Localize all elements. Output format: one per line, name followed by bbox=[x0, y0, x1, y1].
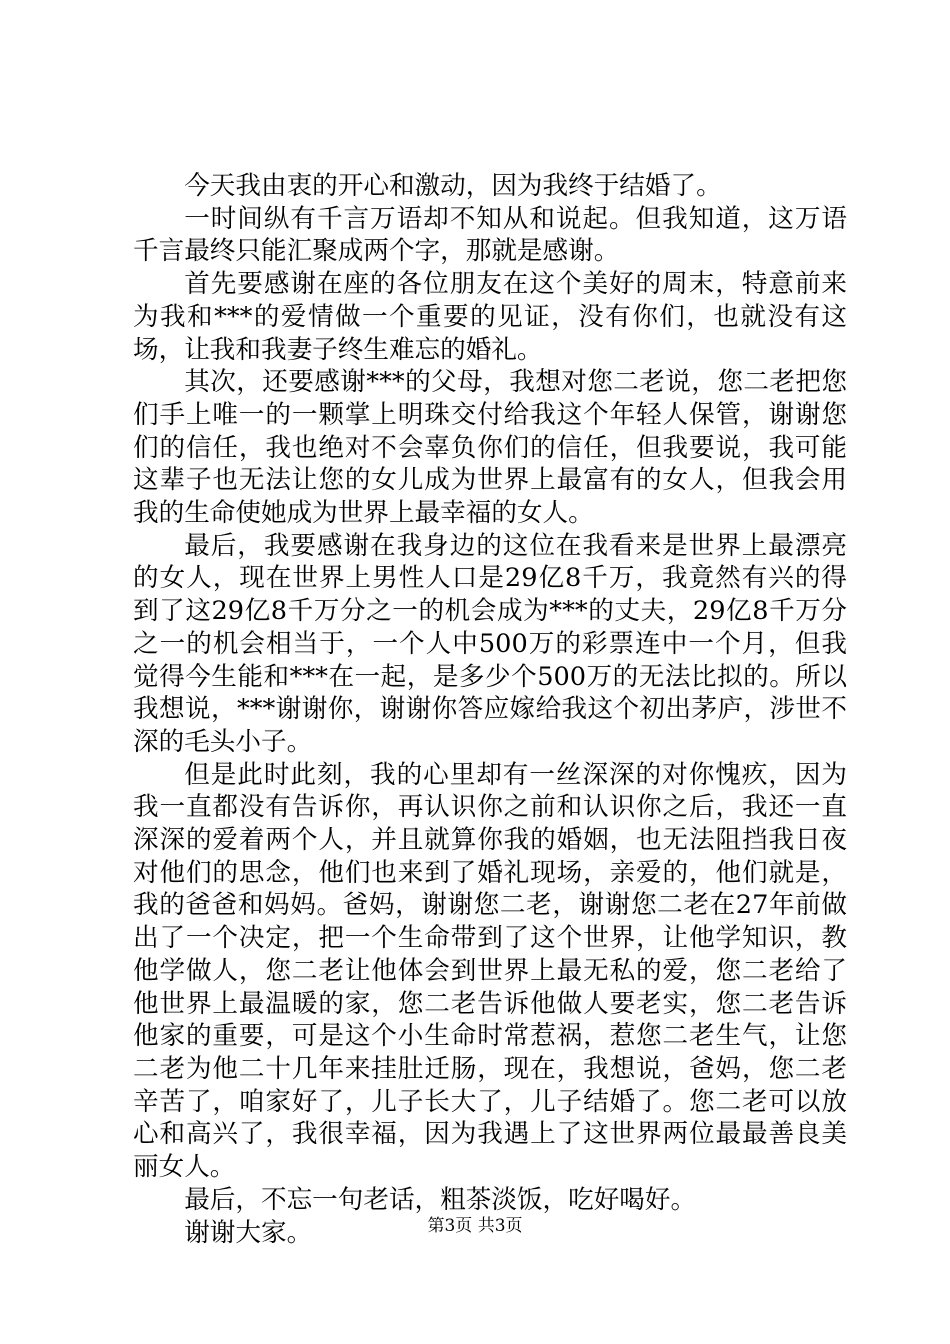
paragraph-thank-you: 谢谢大家。 bbox=[184, 1217, 313, 1248]
paragraph-thanks-friends: 首先要感谢在座的各位朋友在这个美好的周末，特意前来为我和***的爱情做一个重要的见证，没有你们，也就没有这场，让我和我妻子终生难忘的婚礼。 bbox=[133, 269, 847, 365]
page-number-footer: 第3页 共3页 bbox=[427, 1216, 523, 1236]
paragraph-thanks-bride: 最后，我要感谢在我身边的这位在我看来是世界上最漂亮的女人，现在世界上男性人口是29亿8千万，我竟然有兴的得到了这29亿8千万分之一的机会成为***的丈夫，29亿8千万分之一的机会相当于，一个人中500万的彩票连中一个月，但我觉得今生能和***在一起，是多少个500万的无法比拟的。所以我想说，***谢谢你，谢谢你答应嫁给我这个初出茅庐，涉世不深的毛头小子。 bbox=[133, 530, 847, 757]
document-body bbox=[133, 170, 847, 1249]
paragraph-opening: 今天我由衷的开心和激动，因为我终于结婚了。 bbox=[184, 171, 722, 201]
paragraph-words: 一时间纵有千言万语却不知从和说起。但我知道，这万语千言最终只能汇聚成两个字，那就是感谢。 bbox=[133, 203, 847, 267]
paragraph-thanks-in-laws: 其次，还要感谢***的父母，我想对您二老说，您二老把您们手上唯一的一颗掌上明珠交付给我这个年轻人保管，谢谢您们的信任，我也绝对不会辜负你们的信任，但我要说，我可能这辈子也无法让您的女儿成为世界上最富有的女人，但我会用我的生命使她成为世界上最幸福的女人。 bbox=[133, 367, 847, 529]
paragraph-closing: 最后，不忘一句老话，粗茶淡饭，吃好喝好。 bbox=[184, 1184, 697, 1215]
paragraph-thanks-parents: 但是此时此刻，我的心里却有一丝深深的对你愧疚，因为我一直都没有告诉你，再认识你之前和认识你之后，我还一直深深的爱着两个人，并且就算你我的婚姻，也无法阻挡我日夜对他们的思念，他们也来到了婚礼现场，亲爱的，他们就是，我的爸爸和妈妈。爸妈，谢谢您二老，谢谢您二老在27年前做出了一个决定，把一个生命带到了这个世界，让他学知识，教他学做人，您二老让他体会到世界上最无私的爱，您二老给了他世界上最温暖的家，您二老告诉他做人要老实，您二老告诉他家的重要，可是这个小生命时常惹祸，惹您二老生气，让您二老为他二十几年来挂肚迁肠，现在，我想说，爸妈，您二老辛苦了，咱家好了，儿子长大了，儿子结婚了。您二老可以放心和高兴了，我很幸福，因为我遇上了这世界两位最最善良美丽女人。 bbox=[133, 759, 847, 1183]
